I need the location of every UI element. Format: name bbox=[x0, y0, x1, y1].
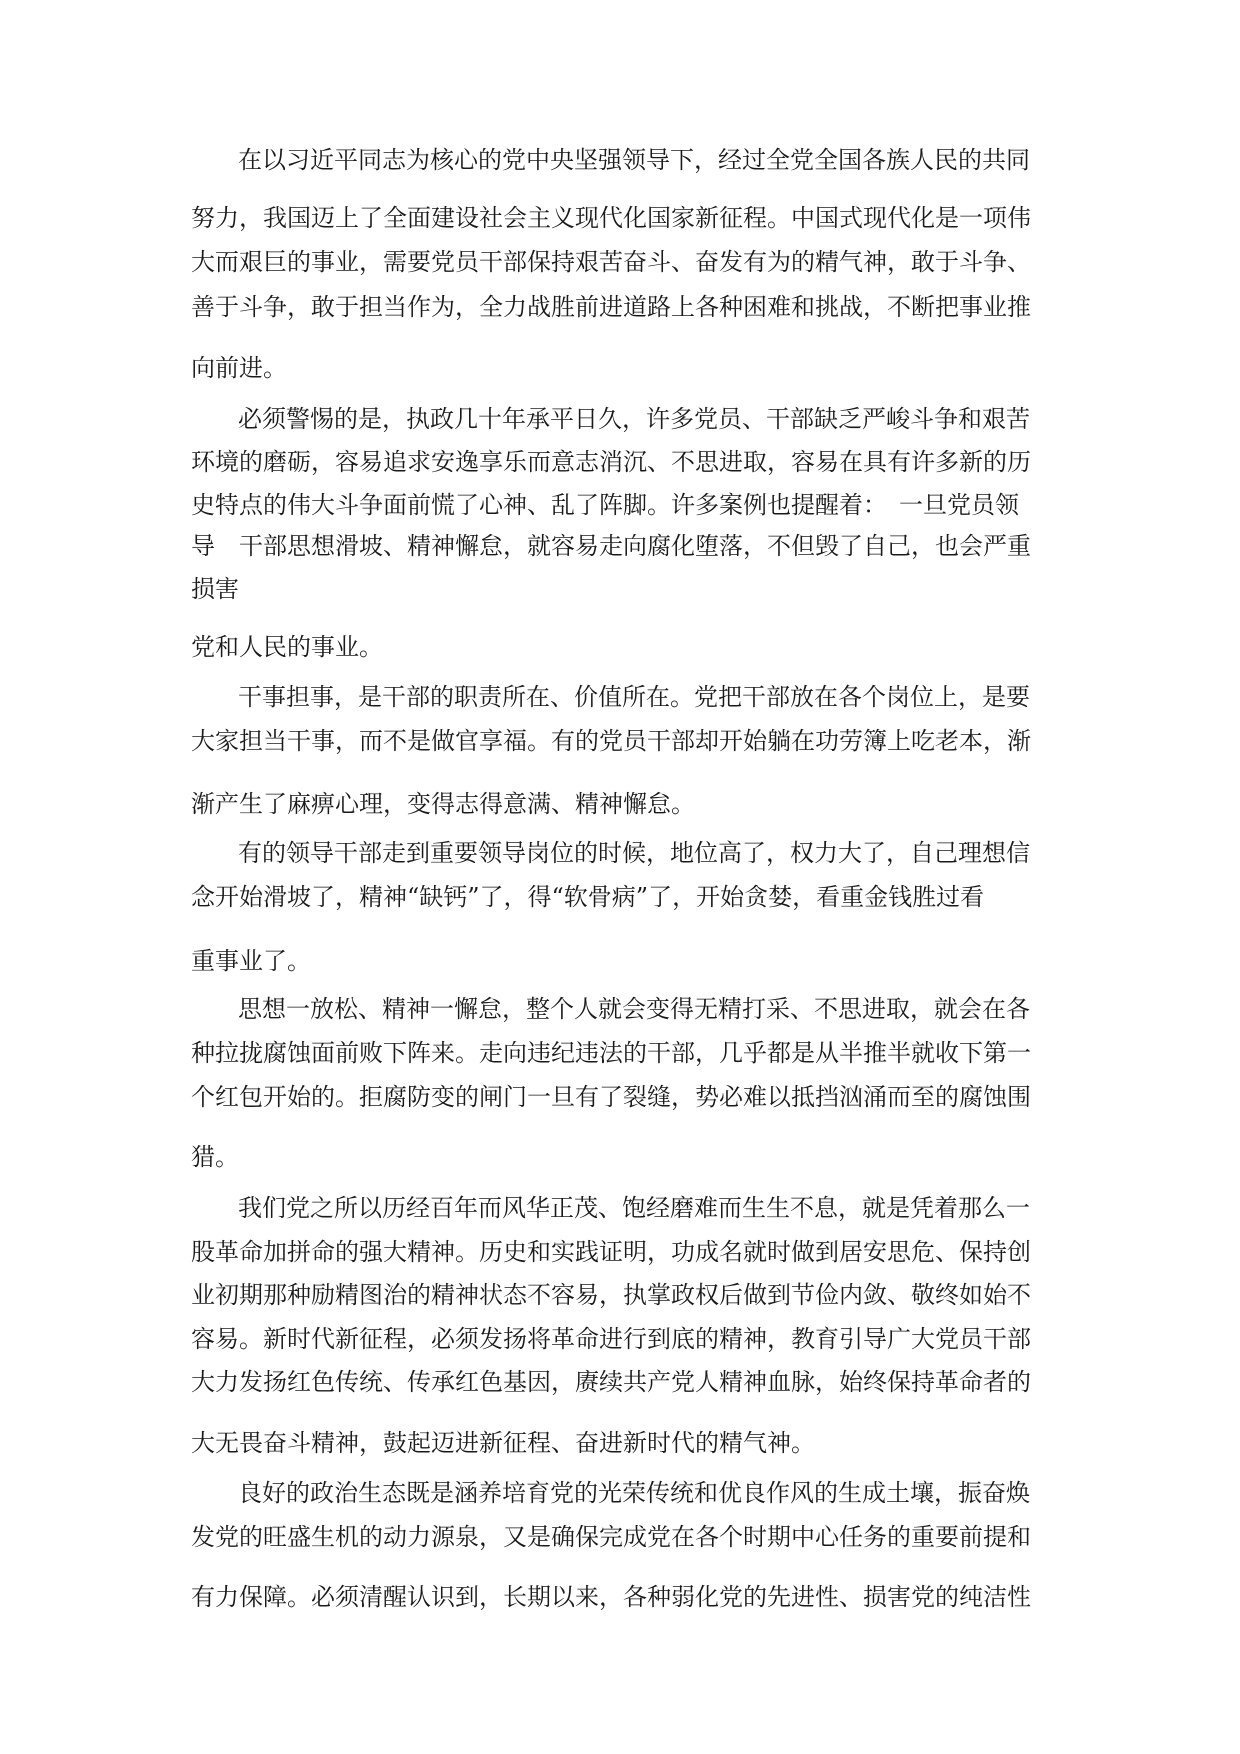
paragraph-3-line-1: 干事担事，是干部的职责所在、价值所在。党把干部放在各个岗位上，是要 bbox=[238, 683, 1030, 711]
paragraph-3-line-2: 大家担当干事，而不是做官享福。有的党员干部却开始躺在功劳簿上吃老本，渐 bbox=[191, 727, 1031, 755]
paragraph-1-line-3: 大而艰巨的事业，需要党员干部保持艰苦奋斗、奋发有为的精气神，敢于斗争、 bbox=[191, 248, 1031, 276]
paragraph-5-line-4: 猎。 bbox=[191, 1143, 239, 1171]
paragraph-2-line-2: 环境的磨砺，容易追求安逸享乐而意志消沉、不思进取，容易在具有许多新的历 bbox=[191, 448, 1031, 476]
paragraph-2-line-4: 导 干部思想滑坡、精神懈怠，就容易走向腐化堕落，不但毁了自己，也会严重 bbox=[191, 532, 1031, 560]
paragraph-2-line-5: 损害 bbox=[191, 575, 239, 603]
paragraph-4-line-3: 重事业了。 bbox=[191, 947, 311, 975]
paragraph-2-line-3: 史特点的伟大斗争面前慌了心神、乱了阵脚。许多案例也提醒着： 一旦党员领 bbox=[191, 491, 1019, 519]
paragraph-6-line-6: 大无畏奋斗精神，鼓起迈进新征程、奋进新时代的精气神。 bbox=[191, 1429, 815, 1457]
paragraph-6-line-2: 股革命加拼命的强大精神。历史和实践证明，功成名就时做到居安思危、保持创 bbox=[191, 1238, 1031, 1266]
paragraph-4-line-1: 有的领导干部走到重要领导岗位的时候，地位高了，权力大了，自己理想信 bbox=[238, 839, 1030, 867]
paragraph-1-line-5: 向前进。 bbox=[191, 354, 287, 382]
paragraph-5-line-1: 思想一放松、精神一懈怠，整个人就会变得无精打采、不思进取，就会在各 bbox=[238, 995, 1030, 1023]
paragraph-5-line-2: 种拉拢腐蚀面前败下阵来。走向违纪违法的干部，几乎都是从半推半就收下第一 bbox=[191, 1039, 1031, 1067]
paragraph-6-line-5: 大力发扬红色传统、传承红色基因，赓续共产党人精神血脉，始终保持革命者的 bbox=[191, 1368, 1031, 1396]
paragraph-1-line-4: 善于斗争，敢于担当作为，全力战胜前进道路上各种困难和挑战，不断把事业推 bbox=[191, 293, 1031, 321]
paragraph-2-line-6: 党和人民的事业。 bbox=[191, 633, 383, 661]
paragraph-6-line-4: 容易。新时代新征程，必须发扬将革命进行到底的精神，教育引导广大党员干部 bbox=[191, 1325, 1031, 1353]
paragraph-7-line-2: 发党的旺盛生机的动力源泉，又是确保完成党在各个时期中心任务的重要前提和 bbox=[191, 1523, 1031, 1551]
paragraph-4-line-2: 念开始滑坡了，精神“缺钙”了，得“软骨病”了，开始贪婪，看重金钱胜过看 bbox=[191, 883, 985, 911]
paragraph-7-line-1: 良好的政治生态既是涵养培育党的光荣传统和优良作风的生成土壤，振奋焕 bbox=[238, 1479, 1030, 1507]
paragraph-1-line-1: 在以习近平同志为核心的党中央坚强领导下，经过全党全国各族人民的共同 bbox=[238, 146, 1030, 174]
paragraph-7-line-3: 有力保障。必须清醒认识到，长期以来，各种弱化党的先进性、损害党的纯洁性 bbox=[191, 1583, 1031, 1611]
paragraph-5-line-3: 个红包开始的。拒腐防变的闸门一旦有了裂缝，势必难以抵挡汹涌而至的腐蚀围 bbox=[191, 1083, 1031, 1111]
paragraph-1-line-2: 努力，我国迈上了全面建设社会主义现代化国家新征程。中国式现代化是一项伟 bbox=[191, 204, 1031, 232]
paragraph-6-line-3: 业初期那种励精图治的精神状态不容易，执掌政权后做到节俭内敛、敬终如始不 bbox=[191, 1281, 1031, 1309]
paragraph-3-line-3: 渐产生了麻痹心理，变得志得意满、精神懈怠。 bbox=[191, 790, 695, 818]
paragraph-6-line-1: 我们党之所以历经百年而风华正茂、饱经磨难而生生不息，就是凭着那么一 bbox=[238, 1194, 1030, 1222]
paragraph-2-line-1: 必须警惕的是，执政几十年承平日久，许多党员、干部缺乏严峻斗争和艰苦 bbox=[238, 405, 1030, 433]
